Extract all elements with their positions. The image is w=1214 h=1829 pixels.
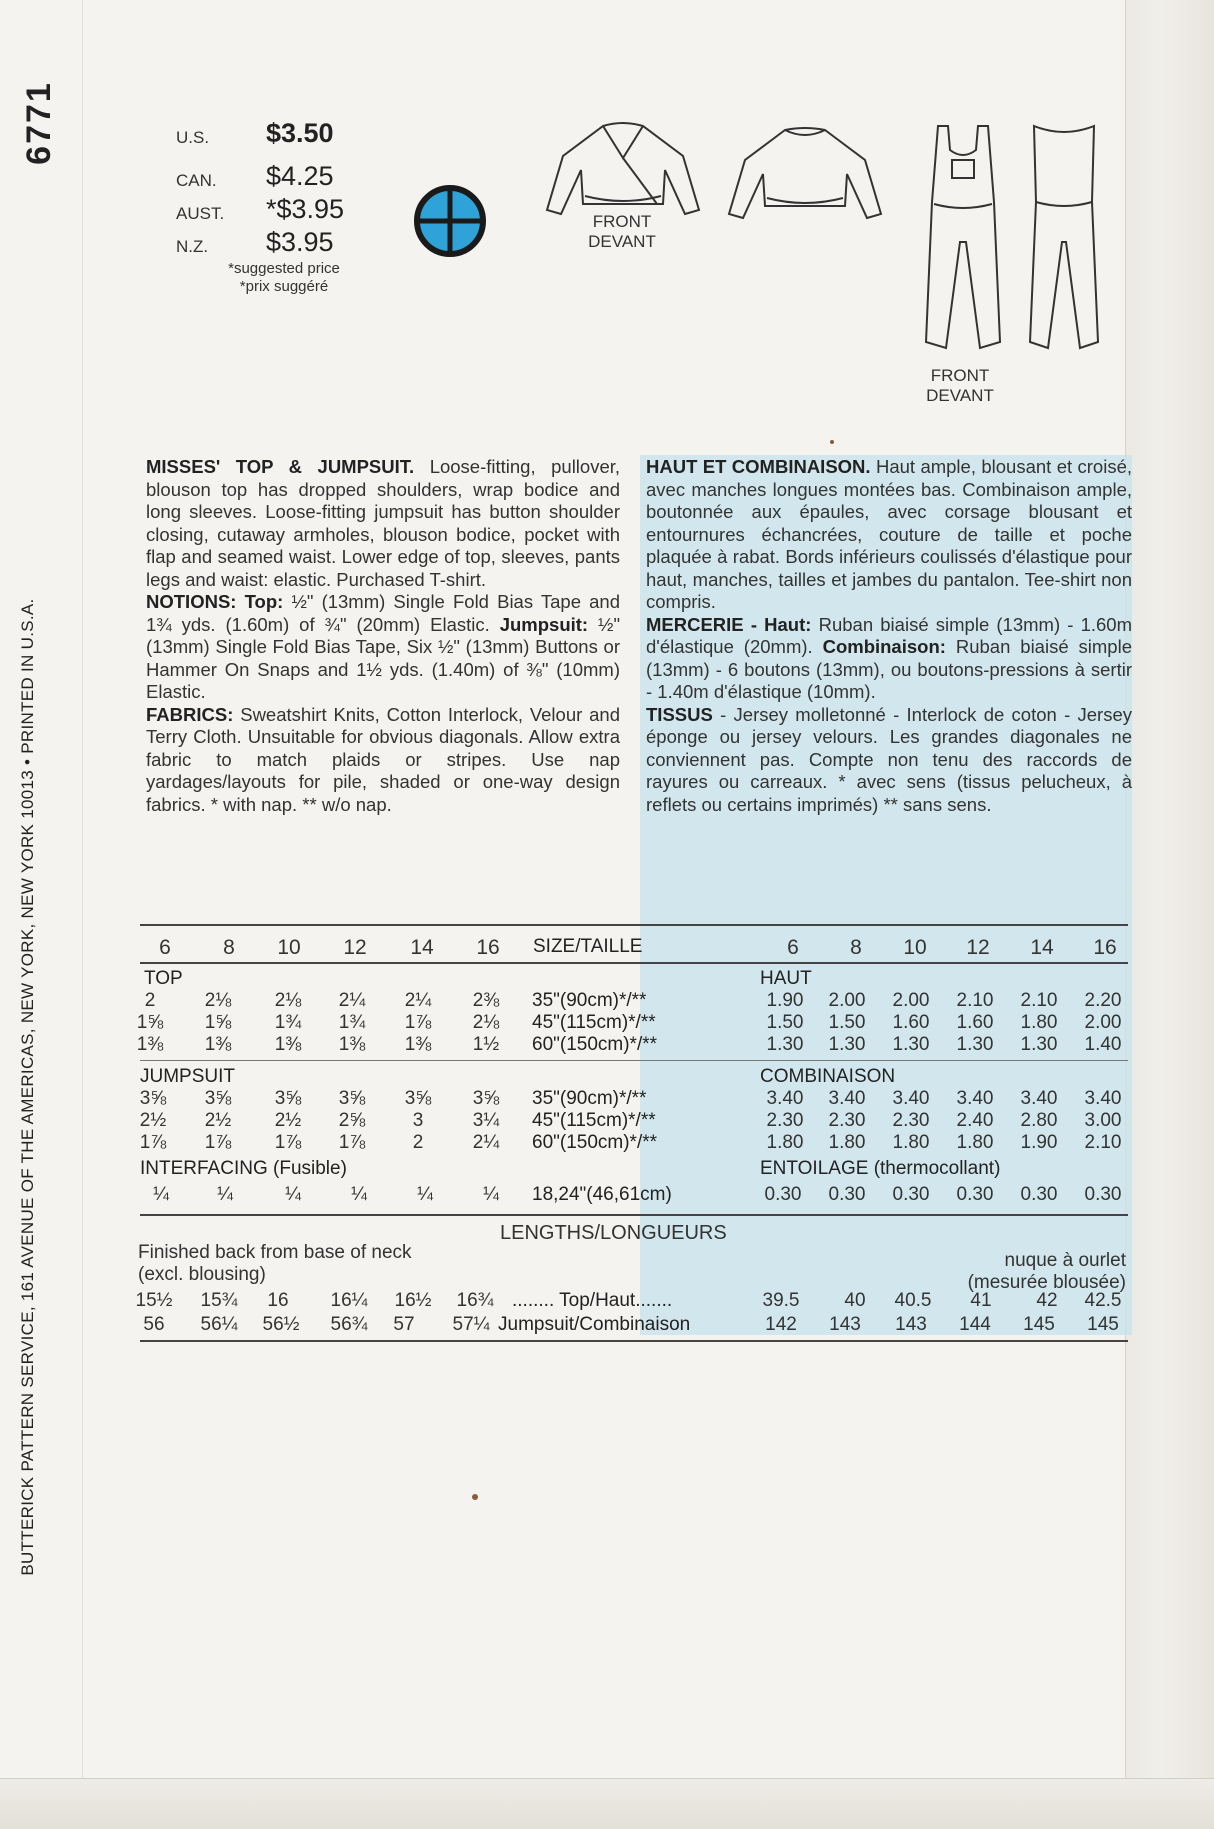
size-header-cell: 6 (787, 936, 799, 959)
length-inches-cell: 56¾ (330, 1314, 368, 1335)
size-header-cell: 14 (1030, 936, 1054, 959)
meters-cell: 2.30 (766, 1110, 804, 1131)
lengths-note-en-line: Finished back from base of neck (138, 1242, 412, 1263)
envelope-flap-right (1125, 0, 1214, 1829)
yardage-cell: 1⅞ (139, 1132, 167, 1153)
fabric-width-cell: 45"(115cm)*/** (532, 1110, 656, 1131)
lengths-note-en (138, 1242, 412, 1286)
length-cm-cell: 41 (970, 1290, 992, 1311)
price-row (176, 118, 356, 151)
length-cm-cell: 40 (844, 1290, 866, 1311)
lengths-top-rule (140, 1214, 1128, 1216)
meters-cell: 1.30 (828, 1034, 866, 1055)
price-country: N.Z. (176, 237, 209, 256)
interfacing-label-fr (760, 1158, 1000, 1180)
paper-speck (830, 440, 834, 444)
yardage-cell: 1⅞ (274, 1132, 302, 1153)
english-description (146, 456, 620, 816)
meters-cell: 1.30 (892, 1034, 930, 1055)
sketch-label-en: FRONT (930, 366, 990, 385)
paper-speck (472, 1494, 478, 1500)
meters-cell: 3.40 (892, 1088, 930, 1109)
meters-cell: 1.80 (892, 1132, 930, 1153)
meters-cell: 3.40 (828, 1088, 866, 1109)
top-section-label: TOP (144, 968, 183, 989)
french-title: HAUT ET COMBINAISON. (646, 456, 871, 477)
interfacing-label-fr-text: ENTOILAGE (760, 1158, 869, 1179)
size-header-cell: 14 (410, 936, 434, 959)
yardage-cell: 1⅝ (204, 1012, 232, 1033)
size-header-cell: 16 (476, 936, 500, 959)
meters-cell: 2.80 (1020, 1110, 1058, 1131)
yardage-cell: 2½ (204, 1110, 232, 1131)
meters-cell: 1.40 (1084, 1034, 1122, 1055)
interfacing-note: (Fusible) (273, 1158, 347, 1179)
mercerie-haut-label: - Haut: (750, 613, 812, 635)
length-cm-cell: 143 (895, 1314, 927, 1335)
yardage-cell: 1¾ (274, 1012, 302, 1033)
meters-cell: 1.90 (766, 990, 804, 1011)
size-header-cell: 6 (159, 936, 171, 959)
price-amount: *$3.95 (266, 194, 345, 224)
fabric-width-cell: 45"(115cm)*/** (532, 1012, 656, 1033)
price-row (176, 227, 356, 260)
sketch-label-fr: DEVANT (926, 386, 994, 405)
length-inches-cell: 15½ (135, 1290, 173, 1311)
section-heading-row (0, 1066, 1214, 1090)
mercerie-label: MERCERIE (646, 613, 744, 635)
mercerie-haut: Ruban biaisé simple (13mm) - 1.60m d'élastique (20mm). (646, 613, 1133, 657)
meters-cell: 1.80 (1020, 1012, 1058, 1033)
interfacing-label-text: INTERFACING (140, 1158, 268, 1179)
yardage-cell: ¼ (351, 1184, 367, 1205)
meters-cell: 1.60 (956, 1012, 994, 1033)
meters-cell: 0.30 (764, 1184, 802, 1205)
yardage-cell: ¼ (483, 1184, 499, 1205)
length-inches-cell: 16½ (394, 1290, 432, 1311)
yardage-cell: 1⅞ (204, 1132, 232, 1153)
mercerie-comb-label: Combinaison: (822, 636, 946, 657)
yardage-cell: 2⅝ (338, 1110, 366, 1131)
price-country: U.S. (176, 128, 210, 147)
length-cm-cell: 145 (1023, 1314, 1055, 1335)
yardage-cell: 1⅞ (338, 1132, 366, 1153)
jumpsuit-front-sketch-icon (918, 122, 1008, 360)
lengths-bottom-rule (140, 1340, 1128, 1342)
length-inches-cell: 16¼ (330, 1290, 368, 1311)
meters-cell: 0.30 (828, 1184, 866, 1205)
meters-cell: 2.10 (1020, 990, 1058, 1011)
fabric-width-cell: 60"(150cm)*/** (532, 1132, 658, 1153)
meters-cell: 2.30 (828, 1110, 866, 1131)
meters-cell: 3.00 (1084, 1110, 1122, 1131)
yardage-cell: 3⅝ (204, 1088, 232, 1109)
top-front-sketch-icon (545, 118, 701, 226)
yardage-cell: 1⅝ (136, 1012, 164, 1033)
meters-cell: 0.30 (1020, 1184, 1058, 1205)
size-header-cell: 10 (903, 936, 927, 959)
table-row (0, 990, 1214, 1014)
size-label: SIZE/TAILLE (533, 936, 643, 957)
top-sketch-label (572, 212, 672, 252)
yardage-cell: 2⅛ (204, 990, 232, 1011)
meters-cell: 1.30 (766, 1034, 804, 1055)
yardage-cell: 3 (412, 1110, 424, 1131)
publisher-imprint: BUTTERICK PATTERN SERVICE, 161 AVENUE OF THE AMERICAS, NEW YORK, NEW YORK 10013 • PRINTED IN U.S.A. (18, 598, 37, 1576)
jumpsuit-section-label-fr: COMBINAISON (760, 1066, 896, 1087)
size-header-cell: 10 (277, 936, 301, 959)
envelope-flap-bottom (0, 1778, 1214, 1829)
yardage-cell: 1⅜ (136, 1034, 164, 1055)
notions-top-label: Top: (244, 591, 284, 612)
yardage-cell: 1⅜ (338, 1034, 366, 1055)
english-title: MISSES' TOP & JUMPSUIT. (146, 456, 415, 477)
yardage-cell: 1⅜ (274, 1034, 302, 1055)
yardage-cell: ¼ (417, 1184, 433, 1205)
table-top-rule (140, 924, 1128, 926)
meters-cell: 1.80 (766, 1132, 804, 1153)
table-row (0, 1012, 1214, 1036)
length-garment-label: Jumpsuit/Combinaison (498, 1314, 691, 1335)
yardage-cell: 2⅛ (472, 1012, 500, 1033)
length-inches-cell: 56½ (262, 1314, 300, 1335)
notions-jumpsuit: ½" (13mm) Single Fold Bias Tape, Six ½" (13mm) Buttons or Hammer On Snaps and 1½ yds. (1.40m) of ⅜" (10mm) Elastic. (146, 613, 621, 702)
yardage-cell: 3⅝ (274, 1088, 302, 1109)
length-inches-cell: 16 (267, 1290, 289, 1311)
price-country: AUST. (176, 204, 225, 223)
table-row (0, 1034, 1214, 1058)
yardage-cell: 3⅝ (139, 1088, 167, 1109)
jumpsuit-sketch-label (900, 366, 1020, 406)
price-amount: $3.50 (266, 118, 334, 148)
length-inches-cell: 15¾ (200, 1290, 238, 1311)
length-cm-cell: 40.5 (894, 1290, 932, 1311)
price-list (176, 118, 356, 296)
price-row (176, 194, 356, 227)
english-body: Loose-fitting, pullover, blouson top has dropped shoulders, wrap bodice and long sleeves. Loose-fitting jumpsuit has button shoulder closing, cutaway armholes, blouson bodice, pocket with flap and seamed waist. Lower edge of top, sleeves, pants legs and waist: elastic. Purchased T-shirt. (146, 456, 621, 590)
meters-cell: 1.30 (1020, 1034, 1058, 1055)
yardage-cell: 3¼ (472, 1110, 500, 1131)
interfacing-label (140, 1158, 347, 1180)
price-note-en: *suggested price (228, 260, 340, 277)
fabrics-text: Sweatshirt Knits, Cotton Interlock, Velour and Terry Cloth. Unsuitable for obvious diagonals. Allow extra fabric to match plaids or stripes. Use nap yardages/layouts for pile, shaded or one-way design fabrics. * with nap. ** w/o nap. (146, 703, 620, 815)
price-amount: $3.95 (266, 227, 334, 257)
meters-cell: 3.40 (766, 1088, 804, 1109)
yardage-cell: 3⅝ (404, 1088, 432, 1109)
lengths-row (0, 1314, 1214, 1338)
length-inches-cell: 56 (143, 1314, 165, 1335)
meters-cell: 1.60 (892, 1012, 930, 1033)
fabric-width-cell: 35"(90cm)*/** (532, 990, 647, 1011)
length-cm-cell: 42 (1036, 1290, 1058, 1311)
size-header-cell: 12 (966, 936, 990, 959)
meters-cell: 2.00 (892, 990, 930, 1011)
meters-cell: 0.30 (1084, 1184, 1122, 1205)
table-row (0, 1088, 1214, 1112)
section-rule (140, 1060, 1128, 1061)
meters-cell: 1.80 (956, 1132, 994, 1153)
length-cm-cell: 145 (1087, 1314, 1119, 1335)
length-inches-cell: 57¼ (452, 1314, 490, 1335)
meters-cell: 2.40 (956, 1110, 994, 1131)
notions-top: ½" (13mm) Single Fold Bias Tape and 1¾ yds. (1.60m) of ¾" (20mm) Elastic. (146, 591, 621, 635)
meters-cell: 0.30 (956, 1184, 994, 1205)
pattern-number: 6771 (20, 81, 58, 165)
yardage-cell: ¼ (285, 1184, 301, 1205)
section-heading-row (0, 968, 1214, 992)
tissus-text: - Jersey molletonné - Interlock de coton - Jersey éponge ou jersey velours. Les grandes diagonales ne conviennent pas. Compte non tenu des raccords de rayures ou carreaux. * avec sens (tissus pelucheux, à reflets ou certains imprimés) ** sans sens. (646, 703, 1132, 815)
meters-cell: 0.30 (892, 1184, 930, 1205)
yardage-cell: 2⅜ (472, 990, 500, 1011)
blue-crosshair-emblem-icon (413, 184, 487, 258)
notions-label: NOTIONS: (146, 591, 237, 612)
lengths-title: LENGTHS/LONGUEURS (500, 1222, 727, 1244)
sketch-label-fr: DEVANT (588, 232, 656, 251)
sketch-label-en: FRONT (592, 212, 652, 231)
yardage-cell: 2¼ (472, 1132, 500, 1153)
meters-cell: 2.10 (1084, 1132, 1122, 1153)
yardage-cell: 2½ (274, 1110, 302, 1131)
yardage-cell: 2 (412, 1132, 424, 1153)
length-cm-cell: 142 (765, 1314, 797, 1335)
notions-jumpsuit-label: Jumpsuit: (499, 613, 589, 635)
lengths-note-en-line: (excl. blousing) (138, 1264, 266, 1285)
lengths-row (0, 1290, 1214, 1314)
section-heading-row (0, 1158, 1214, 1182)
table-row (0, 1132, 1214, 1156)
price-note-fr: *prix suggéré (239, 278, 329, 295)
table-row (0, 1110, 1214, 1134)
length-inches-cell: 56¼ (200, 1314, 238, 1335)
length-inches-cell: 16¾ (456, 1290, 494, 1311)
fabric-width-cell: 35"(90cm)*/** (532, 1088, 647, 1109)
table-header-rule (140, 962, 1128, 964)
fabric-width-cell: 60"(150cm)*/** (532, 1034, 658, 1055)
meters-cell: 2.00 (828, 990, 866, 1011)
top-back-sketch-icon (727, 126, 883, 226)
yardage-cell: 1½ (472, 1034, 500, 1055)
meters-cell: 2.10 (956, 990, 994, 1011)
meters-cell: 1.50 (766, 1012, 804, 1033)
price-country: CAN. (176, 171, 217, 190)
meters-cell: 2.00 (1084, 1012, 1122, 1033)
yardage-cell: 2 (144, 990, 156, 1011)
size-header-cell: 16 (1093, 936, 1117, 959)
yardage-cell: 1⅜ (404, 1034, 432, 1055)
tissus-label: TISSUS (646, 703, 713, 725)
yardage-cell: 3⅝ (472, 1088, 500, 1109)
yardage-cell: 2¼ (338, 990, 366, 1011)
yardage-cell: 2½ (139, 1110, 167, 1131)
meters-cell: 1.80 (828, 1132, 866, 1153)
yardage-cell: 1¾ (338, 1012, 366, 1033)
top-section-label-fr: HAUT (760, 968, 812, 989)
jumpsuit-section-label: JUMPSUIT (140, 1066, 235, 1087)
mercerie-comb: Ruban biaisé simple (13mm) - 6 boutons (13mm), ou boutons-pressions à sertir - 1.40m d'élastique (10mm). (646, 636, 1132, 702)
yardage-cell: ¼ (153, 1184, 169, 1205)
meters-cell: 1.30 (956, 1034, 994, 1055)
meters-cell: 3.40 (1020, 1088, 1058, 1109)
size-header-cell: 12 (343, 936, 367, 959)
yardage-cell: 3⅝ (338, 1088, 366, 1109)
length-cm-cell: 144 (959, 1314, 991, 1335)
fabrics-label: FABRICS: (146, 703, 234, 725)
yardage-cell: 2⅛ (274, 990, 302, 1011)
fold-line (82, 0, 83, 1829)
length-garment-label: ........ Top/Haut....... (512, 1290, 673, 1311)
length-cm-cell: 143 (829, 1314, 861, 1335)
size-header-cell: 8 (223, 936, 235, 959)
jumpsuit-back-sketch-icon (1026, 122, 1102, 360)
french-description (646, 456, 1132, 816)
meters-cell: 2.30 (892, 1110, 930, 1131)
meters-cell: 3.40 (1084, 1088, 1122, 1109)
size-header-row (0, 936, 1214, 960)
yardage-cell: ¼ (217, 1184, 233, 1205)
french-body: Haut ample, blousant et croisé, avec manches longues montées bas. Combinaison ample, boutonnée aux épaules, avec corsage blousant et entournures échancrées, couture de taille et poche plaquée à rabat. Bords inférieurs coulissés d'élastique pour haut, manches, tailles et jambes du pantalon. Tee-shirt non compris. (646, 456, 1133, 612)
lengths-note-fr-line: nuque à ourlet (1004, 1250, 1126, 1271)
size-header-cell: 8 (850, 936, 862, 959)
fabric-width-cell: 18,24"(46,61cm) (532, 1184, 672, 1205)
interfacing-note-fr: (thermocollant) (873, 1158, 1001, 1179)
yardage-cell: 1⅞ (404, 1012, 432, 1033)
length-cm-cell: 39.5 (762, 1290, 800, 1311)
meters-cell: 3.40 (956, 1088, 994, 1109)
length-cm-cell: 42.5 (1084, 1290, 1122, 1311)
yardage-cell: 1⅜ (204, 1034, 232, 1055)
length-inches-cell: 57 (393, 1314, 415, 1335)
lengths-note-fr (968, 1250, 1126, 1294)
meters-cell: 1.90 (1020, 1132, 1058, 1153)
meters-cell: 1.50 (828, 1012, 866, 1033)
meters-cell: 2.20 (1084, 990, 1122, 1011)
price-row (176, 161, 356, 194)
table-row (0, 1184, 1214, 1208)
yardage-cell: 2¼ (404, 990, 432, 1011)
lengths-note-fr-line: (mesurée blousée) (967, 1272, 1126, 1293)
price-amount: $4.25 (266, 161, 334, 191)
